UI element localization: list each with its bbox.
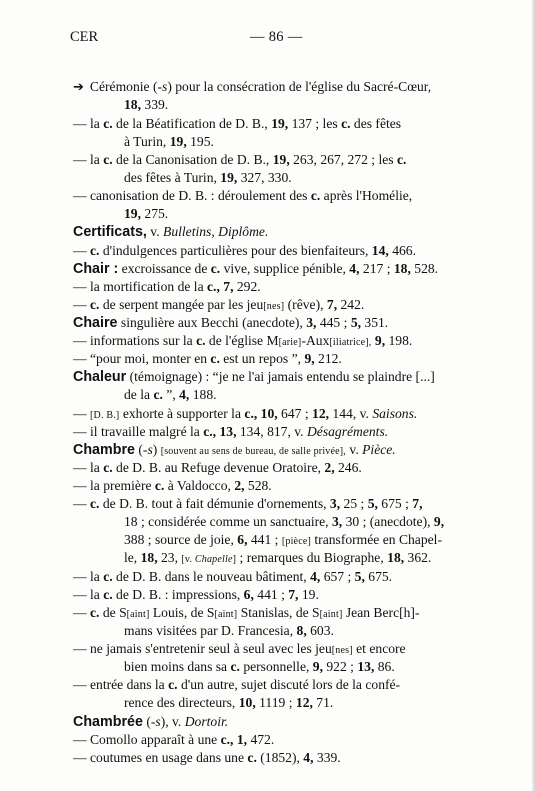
entry-text: (rêve), xyxy=(284,297,327,312)
entry-text: [iliatrice], xyxy=(329,337,372,348)
entry-text: 19, xyxy=(169,134,187,149)
entry-text: c. xyxy=(103,569,113,584)
index-continuation-line xyxy=(124,133,474,151)
entry-text: — ne jamais s'entretenir seul à seul avec les jeu xyxy=(73,641,332,656)
entry-text: [souvent au sens de bureau, de salle privée], xyxy=(160,446,347,457)
entry-text: — la xyxy=(73,116,104,131)
headword: Chaire xyxy=(73,315,118,331)
entry-text: 10, xyxy=(260,406,278,421)
index-entry-line xyxy=(73,459,473,477)
entry-text: 4, xyxy=(349,261,360,276)
entry-text: de la xyxy=(124,387,154,402)
entry-text: -s xyxy=(157,79,168,94)
entry-text: 7, xyxy=(326,297,338,312)
entry-text: d'indulgences particulières pour des bienfaiteurs, xyxy=(99,243,372,258)
entry-text: [arie] xyxy=(278,337,302,348)
entry-text: c. xyxy=(90,243,100,258)
entry-text: — xyxy=(73,605,90,620)
entry-text: 327, 330. xyxy=(237,170,292,185)
index-entry-line xyxy=(73,242,473,260)
entry-text: après l'Homélie, xyxy=(320,188,413,203)
entry-text: d'un autre, sujet discuté lors de la confé- xyxy=(177,677,401,692)
entry-text: 9, xyxy=(433,514,445,529)
entry-text: c. xyxy=(396,152,407,167)
index-entry-line xyxy=(73,151,473,169)
entry-text: c. xyxy=(90,496,100,511)
entry-text: ( xyxy=(142,714,151,729)
entry-text: 7, xyxy=(288,587,299,602)
entry-text: 137 ; les xyxy=(288,116,342,131)
index-continuation-line xyxy=(124,513,474,531)
entry-text: mans visitées par D. Francesia, xyxy=(124,623,297,638)
index-entry-line xyxy=(73,749,473,767)
entry-text: 12, xyxy=(295,695,313,710)
entry-text: 603. xyxy=(306,623,334,638)
entry-text: 2, xyxy=(234,478,245,493)
entry-text: — entrée dans la xyxy=(73,677,169,692)
entry-text: 441 ; xyxy=(253,587,289,602)
index-entry-line xyxy=(73,296,473,316)
entry-text: 18, xyxy=(140,550,158,565)
index-continuation-line xyxy=(124,622,474,640)
entry-text: Pièce. xyxy=(362,442,396,457)
entry-text: de D. B. dans le nouveau bâtiment, xyxy=(112,569,311,584)
entry-text: c. xyxy=(90,605,100,620)
entry-text: Chapelle xyxy=(194,554,233,565)
entry-text: c. xyxy=(168,677,178,692)
index-entry-line xyxy=(73,405,473,425)
index-entry-line xyxy=(73,731,473,749)
headword: Certificats, xyxy=(73,224,147,240)
index-continuation-line xyxy=(124,386,474,404)
entry-text: 18 ; considérée comme un sanctuaire, xyxy=(124,514,332,529)
index-entry-line xyxy=(73,423,473,441)
headword: Cérémonie xyxy=(89,79,150,94)
entry-text: 5, xyxy=(350,315,362,330)
entry-text: 466. xyxy=(388,243,416,258)
index-continuation-line xyxy=(124,96,474,114)
index-entry-line xyxy=(73,477,473,495)
entry-text: 3, xyxy=(306,315,317,330)
entry-text: 14, xyxy=(371,243,389,258)
index-entry-line xyxy=(73,332,473,352)
index-headword-line xyxy=(73,223,473,241)
entry-text: 19. xyxy=(298,587,319,602)
entry-text: 362. xyxy=(404,550,432,565)
entry-text: singulière aux Becchi (anecdote), xyxy=(117,315,307,330)
entry-text: — coutumes en usage dans une xyxy=(73,750,248,765)
index-continuation-line xyxy=(124,531,474,551)
entry-text: 10, xyxy=(238,695,256,710)
entry-text: -s xyxy=(142,442,153,457)
entry-text: — xyxy=(73,297,90,312)
entry-text: 528. xyxy=(410,261,439,276)
entry-text: Dortoir. xyxy=(184,714,229,729)
entry-text: 6, xyxy=(237,532,248,547)
entry-text: c. xyxy=(90,297,100,312)
entry-text: 19, xyxy=(220,170,238,185)
entry-text: c. xyxy=(210,351,220,366)
entry-text: 1, xyxy=(236,732,248,747)
entry-text: des fêtes à Turin, xyxy=(124,170,221,185)
entry-text: 388 ; source de joie, xyxy=(124,532,238,547)
entry-text: c. xyxy=(103,152,113,167)
entry-text: 9, xyxy=(374,333,386,348)
entry-text: [aint] xyxy=(319,609,343,620)
entry-text: 6, xyxy=(243,587,254,602)
entry-text: 1119 ; xyxy=(255,695,296,710)
headword: Chambrée xyxy=(73,714,143,730)
entry-text: ( xyxy=(134,442,143,457)
entry-text: — la xyxy=(73,587,104,602)
entry-text: 275. xyxy=(141,206,169,221)
entry-text: le, xyxy=(124,550,141,565)
entry-text: de D. B. au Refuge devenue Oratoire, xyxy=(112,460,325,475)
entry-text: 19, xyxy=(271,116,289,131)
index-entry-line xyxy=(73,187,473,205)
entry-text: 217 ; xyxy=(359,261,394,276)
entry-text: [nes] xyxy=(331,645,353,656)
index-entry-line xyxy=(73,495,473,513)
entry-text: 12, xyxy=(312,406,330,421)
entry-text: — la xyxy=(73,569,104,584)
entry-text: 195. xyxy=(186,134,214,149)
headword: Chair : xyxy=(73,261,119,277)
entry-text: c. xyxy=(196,333,206,348)
entry-text: c. xyxy=(154,478,165,493)
entry-text: — canonisation de D. B. : déroulement des xyxy=(73,188,311,203)
index-headword-line xyxy=(73,260,473,278)
entry-text: 30 ; (anecdote), xyxy=(342,514,434,529)
index-entry-line xyxy=(73,586,473,604)
entry-text: 71. xyxy=(312,695,334,710)
entry-text: de serpent mangée par les jeu xyxy=(99,297,264,312)
entry-text: bien moins dans sa xyxy=(124,659,231,674)
entry-text: 647 ; xyxy=(277,406,313,421)
index-entry-line xyxy=(73,350,473,368)
index-entry-line xyxy=(73,568,473,586)
entry-text: de la Béatification de D. B., xyxy=(112,116,272,131)
entry-text: 7, xyxy=(223,279,234,294)
entry-text: à Valdocco, xyxy=(164,478,235,493)
entry-text: c., xyxy=(207,279,220,294)
entry-text: 9, xyxy=(304,351,315,366)
entry-text: — xyxy=(73,243,90,258)
entry-text: — informations sur la xyxy=(73,333,197,348)
entry-text: 292. xyxy=(233,279,261,294)
entry-text: — la première xyxy=(73,478,155,493)
entry-text: — la xyxy=(73,152,104,167)
entry-text: 13, xyxy=(357,659,375,674)
entry-text: Stanislas, de S xyxy=(237,605,320,620)
entry-text: 8, xyxy=(296,623,307,638)
entry-text: 23, xyxy=(157,550,182,565)
entry-text: 242. xyxy=(337,297,365,312)
entry-text: Bulletins, Diplôme. xyxy=(163,224,269,239)
headword: Chambre xyxy=(73,442,135,458)
index-continuation-line xyxy=(124,169,474,187)
entry-text: 19, xyxy=(124,206,141,221)
index-headword-line xyxy=(73,368,473,386)
entry-text: 144, v. xyxy=(329,406,373,421)
entry-text: ) pour la consécration de l'église du Sacré-Cœur, xyxy=(167,79,432,94)
entry-text: 246. xyxy=(334,460,362,475)
entry-text: c. xyxy=(247,750,257,765)
index-continuation-line xyxy=(124,694,474,712)
running-header-section: CER xyxy=(70,29,99,45)
entry-text: — la xyxy=(73,460,104,475)
entry-text: 4, xyxy=(310,569,321,584)
entry-text: — la mortification de la xyxy=(73,279,208,294)
entry-text: des fêtes xyxy=(350,116,402,131)
entry-text: à Turin, xyxy=(124,134,170,149)
index-headword-line xyxy=(73,441,473,461)
entry-text: c., xyxy=(244,406,258,421)
entry-text: c. xyxy=(103,116,113,131)
entry-text: 18, xyxy=(387,550,405,565)
index-entry-line xyxy=(73,640,473,660)
index-entry-line xyxy=(73,78,473,97)
entry-text: ; remarques du Biographe, xyxy=(236,550,388,565)
entry-text: 188. xyxy=(189,387,217,402)
entry-text: 351. xyxy=(361,315,389,330)
arrow-icon: ➔ xyxy=(73,80,84,95)
entry-text: 86. xyxy=(374,659,395,674)
entry-text: 5, xyxy=(354,569,365,584)
entry-text: Jean Berc[h]- xyxy=(342,605,420,620)
index-entry-line xyxy=(73,115,473,133)
entry-text: Louis, de S xyxy=(149,605,215,620)
entry-text: exhorte à supporter la xyxy=(119,406,245,421)
entry-text: 445 ; xyxy=(316,315,351,330)
entry-text: ( xyxy=(149,79,158,94)
entry-text: 3, xyxy=(331,514,343,529)
index-entry-line xyxy=(73,604,473,624)
entry-text: (1852), xyxy=(256,750,304,765)
entry-text: 18, xyxy=(393,261,411,276)
entry-text: [nes] xyxy=(263,301,285,312)
entry-text: de l'église M xyxy=(205,333,279,348)
entry-text: 528. xyxy=(244,478,272,493)
entry-text: 3, xyxy=(329,496,341,511)
entry-text: 263, 267, 272 ; les xyxy=(289,152,397,167)
entry-text: 657 ; xyxy=(320,569,355,584)
entry-text: 198. xyxy=(385,333,413,348)
entry-text: c. xyxy=(210,261,221,276)
entry-text: c. xyxy=(103,460,113,475)
entry-text: c., xyxy=(220,732,234,747)
entry-text: 18, xyxy=(124,97,141,112)
entry-text: c. xyxy=(341,116,351,131)
entry-text: — Comollo apparaît à une xyxy=(73,732,221,747)
entry-text: 472. xyxy=(247,732,275,747)
entry-text: de D. B. tout à fait démunie d'ornements, xyxy=(99,496,330,511)
entry-text: 134, 817, v. xyxy=(236,424,307,439)
entry-text: 7, xyxy=(412,496,423,511)
entry-text: de S xyxy=(99,605,127,620)
entry-text: est un repos ”, xyxy=(219,351,305,366)
index-continuation-line xyxy=(124,549,474,569)
entry-text: et encore xyxy=(352,641,406,656)
headword: Chaleur xyxy=(73,369,127,385)
entry-text: personnelle, xyxy=(239,659,313,674)
entry-text: 339. xyxy=(141,97,169,112)
index-entry-line xyxy=(73,278,473,296)
entry-text: excroissance de xyxy=(118,261,211,276)
entry-text: 5, xyxy=(367,496,378,511)
entry-text: c. xyxy=(153,387,163,402)
entry-text: -s xyxy=(150,714,161,729)
entry-text: 9, xyxy=(312,659,323,674)
entry-text: [aint] xyxy=(126,609,150,620)
entry-text: de D. B. : impressions, xyxy=(112,587,244,602)
entry-text: [D. B.] xyxy=(90,410,120,421)
entry-text: — xyxy=(73,406,90,421)
entry-text: — il travaille malgré la xyxy=(73,424,204,439)
entry-text: 441 ; xyxy=(247,532,282,547)
entry-text: ), v. xyxy=(160,714,185,729)
entry-text: Désagréments. xyxy=(306,424,389,439)
entry-text: transformée en Chapel- xyxy=(311,532,442,547)
entry-text: 675 ; xyxy=(377,496,413,511)
index-continuation-line xyxy=(124,205,474,223)
entry-text: ] xyxy=(232,554,237,565)
entry-text: c., xyxy=(203,424,217,439)
entry-text: ”, xyxy=(162,387,180,402)
entry-text: vive, supplice pénible, xyxy=(220,261,350,276)
entry-text: v. xyxy=(346,442,363,457)
page-number: — 86 — xyxy=(250,29,303,45)
entry-text: -Aux xyxy=(301,333,330,348)
entry-text: ) xyxy=(152,442,161,457)
entry-text: de la Canonisation de D. B., xyxy=(112,152,273,167)
index-headword-line xyxy=(73,314,473,332)
index-headword-line xyxy=(73,713,473,731)
entry-text: 4, xyxy=(303,750,314,765)
entry-text: — “pour moi, monter en xyxy=(73,351,211,366)
entry-text: 675. xyxy=(364,569,393,584)
entry-text: Saisons. xyxy=(372,406,418,421)
entry-text: [aint] xyxy=(214,609,238,620)
entry-text: 339. xyxy=(313,750,341,765)
entry-text: 13, xyxy=(219,424,237,439)
entry-text: c. xyxy=(310,188,321,203)
entry-text: (témoignage) : “je ne l'ai jamais entendu se plaindre [...] xyxy=(126,369,435,384)
entry-text: [v. xyxy=(181,554,195,565)
entry-text: — xyxy=(73,496,90,511)
entry-text: c. xyxy=(230,659,240,674)
entry-text: 4, xyxy=(179,387,190,402)
index-entry-line xyxy=(73,676,473,694)
entry-text: 2, xyxy=(324,460,335,475)
entry-text: c. xyxy=(103,587,113,602)
entry-text: 19, xyxy=(272,152,290,167)
index-continuation-line xyxy=(124,658,474,676)
entry-text: rence des directeurs, xyxy=(124,695,239,710)
entry-text: 922 ; xyxy=(322,659,358,674)
entry-text: 25 ; xyxy=(340,496,368,511)
entry-text: v. xyxy=(146,224,164,239)
entry-text: 212. xyxy=(314,351,342,366)
entry-text: [pièce] xyxy=(281,536,311,547)
